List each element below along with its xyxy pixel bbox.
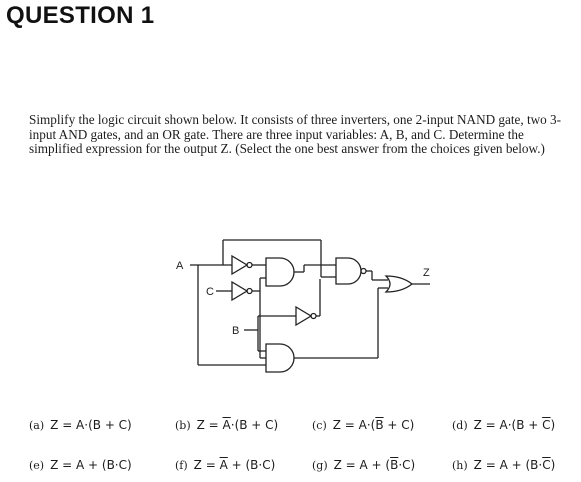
choice-a-expression: Z = A·(B + C) bbox=[50, 418, 132, 432]
choice-g[interactable] bbox=[312, 458, 415, 472]
logic-circuit-diagram bbox=[168, 232, 458, 378]
choice-f-expression: $Z = \overline{A} + (B\cdot C)$ bbox=[193, 458, 276, 472]
choice-a[interactable] bbox=[29, 418, 132, 432]
choice-e-label: (e) bbox=[29, 459, 45, 472]
choice-h[interactable] bbox=[452, 458, 555, 472]
choice-b[interactable] bbox=[175, 418, 278, 432]
choice-f-label: (f) bbox=[175, 459, 188, 472]
choice-a-label: (a) bbox=[29, 419, 45, 432]
choice-e[interactable] bbox=[29, 458, 132, 472]
input-c-label: C bbox=[206, 286, 214, 298]
choice-d-expression: $Z = A\cdot(B + \overline{C})$ bbox=[473, 418, 556, 432]
choice-d-label: (d) bbox=[452, 419, 468, 432]
choice-c-label: (c) bbox=[312, 419, 327, 432]
choice-c[interactable] bbox=[312, 418, 414, 432]
input-b-label: B bbox=[232, 325, 240, 337]
input-a-label: A bbox=[176, 260, 184, 272]
choice-h-expression: $Z = A + (B\cdot\overline{C})$ bbox=[473, 458, 556, 472]
choice-c-expression: $Z = A\cdot(\overline{B} + C)$ bbox=[332, 418, 415, 432]
choice-g-label: (g) bbox=[312, 459, 328, 472]
output-z-label: Z bbox=[423, 267, 430, 279]
problem-statement: Simplify the logic circuit shown below. It consists of three inverters, one 2-input NAND gate, two 3-input AND gates, and an OR gate. There are three input variables: A, B, and C. Determine the simplified expression for the output Z. (Select the one best answer from the choices given below.) bbox=[29, 112, 562, 157]
choice-b-label: (b) bbox=[175, 419, 191, 432]
choice-g-expression: $Z = A + (\overline{B}\cdot C)$ bbox=[333, 458, 416, 472]
choice-b-expression: $Z = \overline{A}\cdot(B + C)$ bbox=[196, 418, 279, 432]
choice-d[interactable] bbox=[452, 418, 555, 432]
choice-h-label: (h) bbox=[452, 459, 468, 472]
choice-f[interactable] bbox=[175, 458, 275, 472]
question-heading: QUESTION 1 bbox=[6, 2, 155, 29]
choice-e-expression: Z = A + (B·C) bbox=[50, 458, 132, 472]
